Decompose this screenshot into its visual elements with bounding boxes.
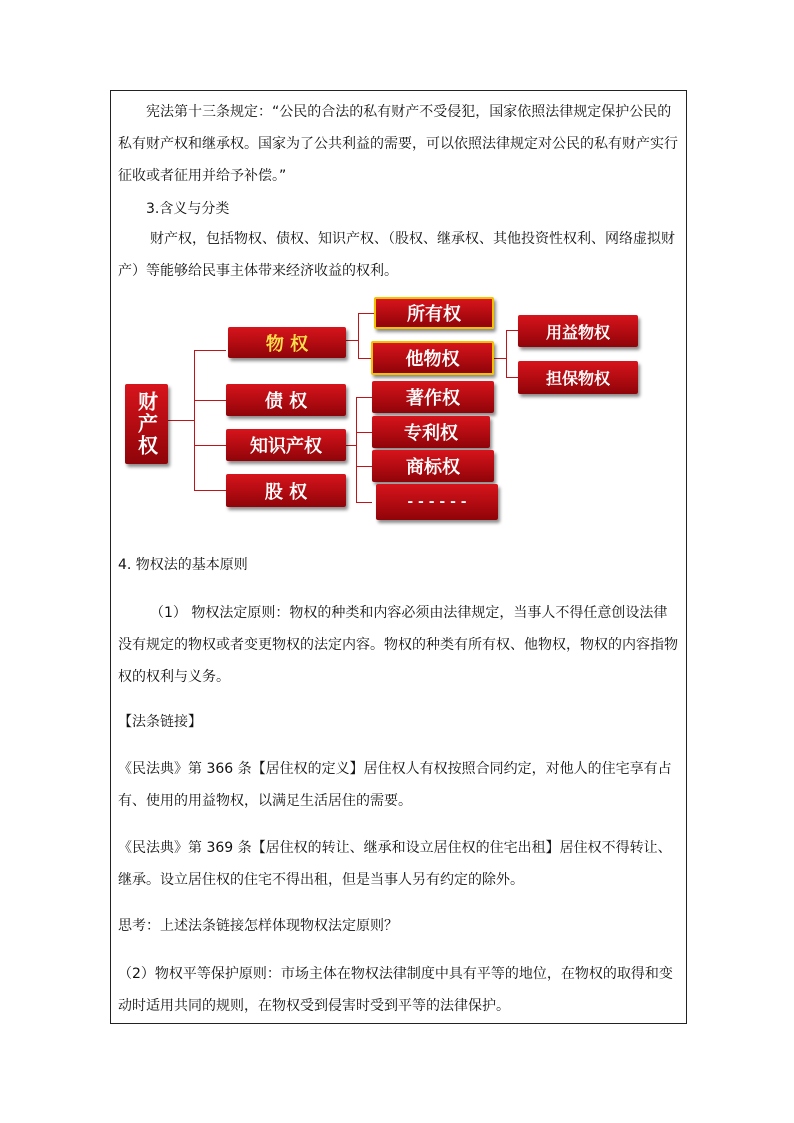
definition-paragraph: 财产权，包括物权、债权、知识产权、（股权、继承权、其他投资性权利、网络虚拟财产）等能够给民事主体带来经济收益的权利。 [118, 231, 675, 279]
law-link-title: 【法条链接】 [118, 714, 202, 730]
node-equity-right: 股 权 [226, 474, 346, 507]
connector [194, 490, 226, 491]
connector [356, 432, 372, 433]
connector [506, 377, 518, 378]
connector [194, 400, 226, 401]
node-copyright: 著作权 [372, 381, 494, 413]
connector [356, 466, 372, 467]
connector [194, 445, 226, 446]
node-patent: 专利权 [372, 416, 490, 448]
connector [506, 330, 518, 331]
connector [494, 358, 506, 359]
connector [356, 397, 372, 398]
node-other-real-right: 他物权 [371, 341, 494, 375]
law-article-369: 《民法典》第 369 条【居住权的转让、继承和设立居住权的住宅出租】居住权不得转让、继承。设立居住权的住宅不得出租，但是当事人另有约定的除外。 [118, 840, 672, 888]
connector [358, 313, 359, 359]
connector [506, 330, 507, 378]
law-article-366: 《民法典》第 366 条【居住权的定义】居住权人有权按照合同约定，对他人的住宅享有占有、使用的用益物权，以满足生活居住的需要。 [118, 761, 672, 809]
connector [346, 445, 356, 446]
node-label: 财产权 [134, 391, 159, 457]
node-ip-right: 知识产权 [226, 429, 346, 461]
connector [356, 397, 357, 503]
connector [194, 350, 226, 351]
constitution-paragraph: 宪法第十三条规定：“公民的合法的私有财产不受侵犯，国家依照法律规定保护公民的私有财产权和继承权。国家为了公共利益的需要，可以依照法律规定对公民的私有财产实行征收或者征用并给予补偿。” [118, 104, 678, 184]
connector [358, 313, 374, 314]
node-usufruct: 用益物权 [518, 315, 638, 347]
principle-2-paragraph: （2）物权平等保护原则：市场主体在物权法律制度中具有平等的地位，在物权的取得和变动时适用共同的规则，在物权受到侵害时受到平等的法律保护。 [118, 966, 673, 1014]
connector [356, 502, 372, 503]
section-heading-4: 4. 物权法的基本原则 [118, 557, 248, 573]
principle-1-paragraph: （1） 物权法定原则：物权的种类和内容必须由法律规定，当事人不得任意创设法律没有规定的物权或者变更物权的法定内容。物权的种类有所有权、他物权，物权的内容指物权的权利与义务。 [118, 605, 678, 685]
node-real-right: 物 权 [228, 327, 346, 358]
node-property-right [125, 384, 168, 464]
connector [194, 350, 195, 490]
node-creditor-right: 债 权 [226, 384, 346, 416]
node-trademark: 商标权 [372, 450, 494, 482]
section-heading-3: 3.含义与分类 [146, 201, 230, 217]
think-question: 思考：上述法条链接怎样体现物权法定原则？ [118, 918, 398, 934]
node-security-interest: 担保物权 [518, 361, 638, 394]
connector [346, 340, 358, 341]
node-ownership: 所有权 [374, 297, 494, 329]
connector [168, 420, 194, 421]
node-more: - - - - - - [376, 484, 498, 520]
